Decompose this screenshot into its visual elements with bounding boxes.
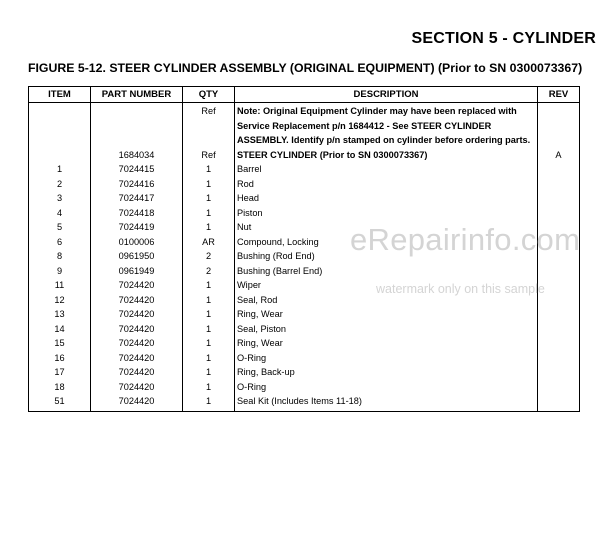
table-header-row: [29, 87, 580, 103]
part-number-cell: 7024420: [91, 307, 183, 322]
qty-cell: 1: [183, 322, 235, 337]
watermark-brand: eRepairinfo.com: [350, 222, 581, 257]
qty-cell: 1: [183, 307, 235, 322]
qty-cell: AR: [183, 235, 235, 250]
column-header-item: ITEM: [29, 87, 91, 103]
item-cell: 15: [29, 336, 91, 351]
part-number-cell: 0100006: [91, 235, 183, 250]
qty-cell: 1: [183, 177, 235, 192]
item-cell: 18: [29, 380, 91, 395]
table-row: [29, 351, 580, 366]
description-cell: Seal, Rod: [235, 293, 538, 308]
item-cell: 12: [29, 293, 91, 308]
item-cell: 9: [29, 264, 91, 279]
part-number-cell: 0961949: [91, 264, 183, 279]
qty-cell: 1: [183, 351, 235, 366]
assembly-row: [29, 148, 580, 163]
item-cell: 2: [29, 177, 91, 192]
assembly-item-cell: [29, 148, 91, 163]
part-number-cell: 7024420: [91, 394, 183, 411]
rev-cell: [538, 177, 580, 192]
watermark-notice: watermark only on this sample: [376, 282, 545, 296]
table-row: [29, 380, 580, 395]
rev-cell: [538, 336, 580, 351]
table-row: [29, 336, 580, 351]
column-header-rev: REV: [538, 87, 580, 103]
item-cell: 13: [29, 307, 91, 322]
item-cell: 14: [29, 322, 91, 337]
qty-cell: 2: [183, 264, 235, 279]
table-row: [29, 191, 580, 206]
item-cell: 3: [29, 191, 91, 206]
qty-cell: 1: [183, 206, 235, 221]
description-cell: O-Ring: [235, 380, 538, 395]
part-number-cell: 7024415: [91, 162, 183, 177]
qty-cell: 2: [183, 249, 235, 264]
assembly-description: STEER CYLINDER (Prior to SN 0300073367): [235, 148, 538, 163]
rev-cell: [538, 191, 580, 206]
qty-cell: 1: [183, 191, 235, 206]
description-cell: Wiper: [235, 278, 538, 293]
part-number-cell: 7024420: [91, 336, 183, 351]
part-number-cell: 7024418: [91, 206, 183, 221]
qty-cell: 1: [183, 220, 235, 235]
part-number-cell: 7024420: [91, 278, 183, 293]
part-number-cell: 7024420: [91, 365, 183, 380]
note-row: [29, 103, 580, 148]
part-number-cell: 7024420: [91, 380, 183, 395]
qty-cell: 1: [183, 278, 235, 293]
description-cell: Compound, Locking: [235, 235, 538, 250]
item-cell: 8: [29, 249, 91, 264]
part-number-cell: 7024420: [91, 322, 183, 337]
table-row: [29, 206, 580, 221]
description-cell: Ring, Wear: [235, 307, 538, 322]
part-number-cell: 7024420: [91, 351, 183, 366]
description-cell: Ring, Back-up: [235, 365, 538, 380]
rev-cell: [538, 380, 580, 395]
qty-cell: 1: [183, 162, 235, 177]
note-description: Note: Original Equipment Cylinder may have been replaced with Service Replacement p/n 1684412 - See STEER CYLINDER ASSEMBLY. Identify p/n stamped on cylinder before ordering parts.: [235, 103, 538, 148]
item-cell: 51: [29, 394, 91, 411]
part-number-cell: 0961950: [91, 249, 183, 264]
part-number-cell: 7024417: [91, 191, 183, 206]
rev-cell: [538, 206, 580, 221]
rev-cell: [538, 162, 580, 177]
part-number-cell: 7024420: [91, 293, 183, 308]
item-cell: 1: [29, 162, 91, 177]
qty-cell: 1: [183, 365, 235, 380]
description-cell: O-Ring: [235, 351, 538, 366]
item-cell: 11: [29, 278, 91, 293]
table-row: [29, 162, 580, 177]
qty-cell: 1: [183, 394, 235, 411]
item-cell: 6: [29, 235, 91, 250]
table-row: [29, 307, 580, 322]
table-row: [29, 365, 580, 380]
note-qty-cell: Ref: [183, 103, 235, 148]
rev-cell: [538, 264, 580, 279]
description-cell: Head: [235, 191, 538, 206]
description-cell: Barrel: [235, 162, 538, 177]
description-cell: Rod: [235, 177, 538, 192]
description-cell: Bushing (Rod End): [235, 249, 538, 264]
item-cell: 4: [29, 206, 91, 221]
item-cell: 16: [29, 351, 91, 366]
note-item-cell: [29, 103, 91, 148]
qty-cell: 1: [183, 336, 235, 351]
description-cell: Bushing (Barrel End): [235, 264, 538, 279]
figure-title: FIGURE 5-12. STEER CYLINDER ASSEMBLY (ORIGINAL EQUIPMENT) (Prior to SN 0300073367): [28, 61, 583, 75]
description-cell: Seal Kit (Includes Items 11-18): [235, 394, 538, 411]
item-cell: 17: [29, 365, 91, 380]
note-rev-cell: [538, 103, 580, 148]
table-row: [29, 177, 580, 192]
table-row: [29, 394, 580, 411]
column-header-description: DESCRIPTION: [235, 87, 538, 103]
qty-cell: 1: [183, 380, 235, 395]
assembly-part-number: 1684034: [91, 148, 183, 163]
table-row: [29, 264, 580, 279]
description-cell: Ring, Wear: [235, 336, 538, 351]
description-cell: Piston: [235, 206, 538, 221]
rev-cell: [538, 351, 580, 366]
column-header-qty: QTY: [183, 87, 235, 103]
table-row: [29, 322, 580, 337]
description-cell: Nut: [235, 220, 538, 235]
rev-cell: [538, 394, 580, 411]
assembly-rev: A: [538, 148, 580, 163]
rev-cell: [538, 322, 580, 337]
column-header-part-number: PART NUMBER: [91, 87, 183, 103]
rev-cell: [538, 365, 580, 380]
section-title: SECTION 5 - CYLINDER: [411, 30, 596, 47]
note-part-cell: [91, 103, 183, 148]
description-cell: Seal, Piston: [235, 322, 538, 337]
rev-cell: [538, 307, 580, 322]
part-number-cell: 7024416: [91, 177, 183, 192]
part-number-cell: 7024419: [91, 220, 183, 235]
qty-cell: 1: [183, 293, 235, 308]
item-cell: 5: [29, 220, 91, 235]
assembly-qty: Ref: [183, 148, 235, 163]
